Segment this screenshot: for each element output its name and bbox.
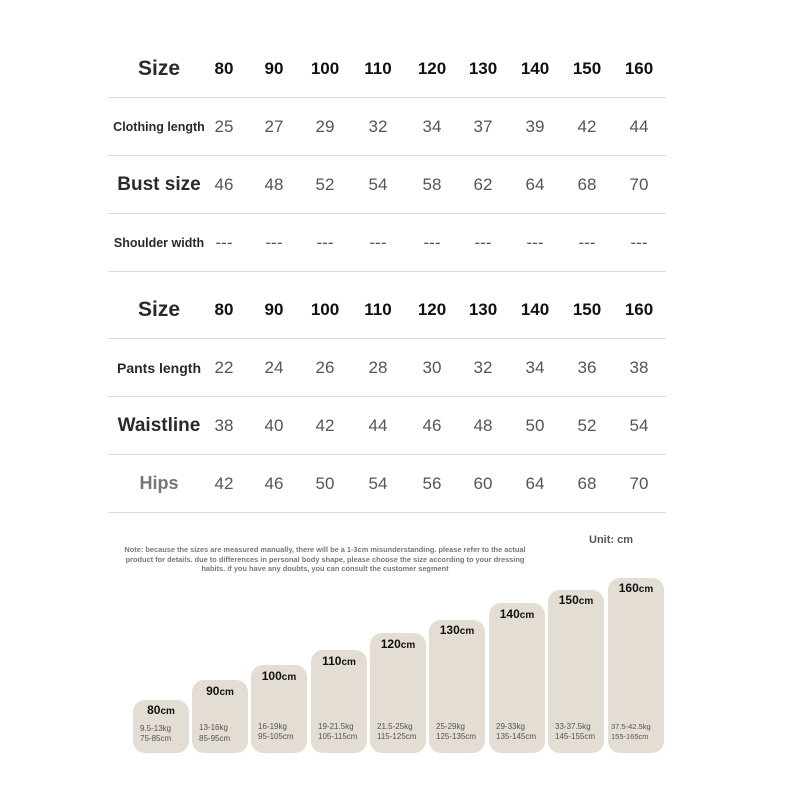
size-header-cell: 160 xyxy=(624,299,654,319)
pants-length-cell: 24 xyxy=(264,357,284,377)
waistline-cell: 46 xyxy=(422,415,442,435)
size-guide-weight: 29-33kg xyxy=(496,722,525,731)
size-guide-height: 135-145cm xyxy=(496,732,537,741)
clothing-length-cell: 29 xyxy=(315,116,335,136)
bust-size-cell: 52 xyxy=(315,174,335,194)
size-header-cell: 110 xyxy=(364,58,392,78)
size-guide-weight: 13-16kg xyxy=(199,723,228,732)
hips-cell: 54 xyxy=(368,473,388,493)
waistline-cell: 38 xyxy=(214,415,234,435)
bust-size-cell: 70 xyxy=(629,174,649,194)
size-guide-height: 105-115cm xyxy=(318,732,358,741)
size-header-cell: 130 xyxy=(468,299,498,319)
shoulder-width-cell: --- xyxy=(369,232,387,252)
size-header-cell: 140 xyxy=(520,58,550,78)
size-guide-bar xyxy=(370,633,426,753)
size-guide-bar xyxy=(608,578,664,753)
shoulder-width-cell: --- xyxy=(578,232,596,252)
size-guide-height: 125-135cm xyxy=(436,732,477,741)
shoulder-width-cell: --- xyxy=(423,232,441,252)
size-guide-size: 150cm xyxy=(558,593,594,607)
shoulder-width-cell: --- xyxy=(265,232,283,252)
bust-size-label: Bust size xyxy=(117,173,201,195)
waistline-cell: 50 xyxy=(525,415,545,435)
bust-size-cell: 62 xyxy=(473,174,493,194)
size-guide-weight: 33-37.5kg xyxy=(555,722,591,731)
bust-size-row xyxy=(108,156,666,214)
pants-length-cell: 28 xyxy=(368,357,388,377)
size-guide-bar xyxy=(133,700,189,753)
size-guide-size: 80cm xyxy=(147,703,175,717)
pants-size-table xyxy=(108,281,666,513)
waistline-cell: 54 xyxy=(629,415,649,435)
clothing-length-cell: 44 xyxy=(629,116,649,136)
size-guide-weight: 21.5-25kg xyxy=(377,722,413,731)
clothing-length-cell: 27 xyxy=(264,116,284,136)
unit-label: Unit: cm xyxy=(589,533,633,546)
shoulder-width-cell: --- xyxy=(630,232,648,252)
size-guide-height: 155-165cm xyxy=(611,732,649,741)
waistline-row xyxy=(108,397,666,455)
size-guide-bar xyxy=(489,603,545,753)
size-guide-height: 85-95cm xyxy=(199,734,231,743)
waistline-cell: 42 xyxy=(315,415,335,435)
waistline-cell: 44 xyxy=(368,415,388,435)
size-header-cell: 150 xyxy=(572,58,602,78)
size-guide-weight: 37.5-42.5kg xyxy=(611,722,651,731)
pants-length-cell: 32 xyxy=(473,357,493,377)
size-guide-size: 100cm xyxy=(261,669,297,683)
size-guide-size: 130cm xyxy=(439,623,475,637)
hips-cell: 60 xyxy=(473,473,493,493)
clothing-length-cell: 32 xyxy=(368,116,388,136)
size-header-cell: 150 xyxy=(572,299,602,319)
size-guide-size: 160cm xyxy=(618,581,654,595)
size-header-cell: 80 xyxy=(214,299,234,319)
shoulder-width-row xyxy=(108,214,666,272)
bust-size-cell: 58 xyxy=(422,174,442,194)
measurement-note: Note: because the sizes are measured manually, there will be a 1-3cm misunderstanding. please refer to the actual product for details. due to differences in personal body shape, please choose the size according to your dressing habits. if you have any doubts, you can consult the customer segment xyxy=(124,545,526,574)
hips-row xyxy=(108,455,666,513)
size-guide-height: 95-105cm xyxy=(258,732,294,741)
tops-header-row xyxy=(108,40,666,98)
size-guide-bar xyxy=(251,665,307,753)
pants-length-label: Pants length xyxy=(116,359,201,376)
bust-size-cell: 48 xyxy=(264,174,284,194)
tops-size-table xyxy=(108,40,666,272)
size-header-label: Size xyxy=(137,297,181,321)
size-guide-height: 115-125cm xyxy=(377,732,417,741)
size-guide-size: 110cm xyxy=(322,654,356,668)
hips-label: Hips xyxy=(139,473,179,493)
waistline-cell: 52 xyxy=(577,415,597,435)
clothing-length-row xyxy=(108,98,666,156)
size-guide-weight: 16-19kg xyxy=(258,722,287,731)
pants-length-row xyxy=(108,339,666,397)
size-guide-size: 120cm xyxy=(380,637,416,651)
size-header-cell: 80 xyxy=(214,58,234,78)
bust-size-cell: 68 xyxy=(577,174,597,194)
pants-length-cell: 26 xyxy=(315,357,335,377)
shoulder-width-cell: --- xyxy=(526,232,544,252)
clothing-length-cell: 42 xyxy=(577,116,597,136)
size-header-cell: 90 xyxy=(264,58,284,78)
size-header-cell: 130 xyxy=(468,58,498,78)
size-header-label: Size xyxy=(137,56,181,80)
bust-size-cell: 46 xyxy=(214,174,234,194)
bust-size-cell: 54 xyxy=(368,174,388,194)
size-header-cell: 140 xyxy=(520,299,550,319)
size-guide-size: 90cm xyxy=(206,684,234,698)
shoulder-width-label: Shoulder width xyxy=(113,235,205,250)
size-header-cell: 160 xyxy=(624,58,654,78)
hips-cell: 42 xyxy=(214,473,234,493)
pants-header-row xyxy=(108,281,666,339)
clothing-length-cell: 37 xyxy=(473,116,493,136)
size-guide-bar xyxy=(548,590,604,753)
clothing-length-cell: 39 xyxy=(525,116,545,136)
size-header-cell: 120 xyxy=(417,58,447,78)
size-header-cell: 110 xyxy=(364,299,392,319)
size-header-cell: 100 xyxy=(310,299,340,319)
size-guide-height: 145-155cm xyxy=(555,732,596,741)
hips-cell: 68 xyxy=(577,473,597,493)
shoulder-width-cell: --- xyxy=(474,232,492,252)
hips-cell: 46 xyxy=(264,473,284,493)
clothing-length-cell: 34 xyxy=(422,116,442,136)
waistline-cell: 40 xyxy=(264,415,284,435)
size-header-cell: 90 xyxy=(264,299,284,319)
size-guide-size: 140cm xyxy=(499,607,535,621)
pants-length-cell: 34 xyxy=(525,357,545,377)
hips-cell: 70 xyxy=(629,473,649,493)
pants-length-cell: 36 xyxy=(577,357,597,377)
waistline-cell: 48 xyxy=(473,415,493,435)
shoulder-width-cell: --- xyxy=(316,232,334,252)
pants-length-cell: 38 xyxy=(629,357,649,377)
waistline-label: Waistline xyxy=(117,414,201,436)
size-guide-weight: 25-29kg xyxy=(436,722,465,731)
hips-cell: 50 xyxy=(315,473,335,493)
clothing-length-cell: 25 xyxy=(214,116,234,136)
hips-cell: 56 xyxy=(422,473,442,493)
size-guide-bar xyxy=(311,650,367,753)
clothing-length-label: Clothing length xyxy=(113,119,205,134)
hips-cell: 64 xyxy=(525,473,545,493)
size-header-cell: 120 xyxy=(417,299,447,319)
size-guide-weight: 9.5-13kg xyxy=(140,724,172,733)
pants-length-cell: 22 xyxy=(214,357,234,377)
size-header-cell: 100 xyxy=(310,58,340,78)
pants-length-cell: 30 xyxy=(422,357,442,377)
shoulder-width-cell: --- xyxy=(215,232,233,252)
bust-size-cell: 64 xyxy=(525,174,545,194)
size-guide-bar xyxy=(192,680,248,753)
size-guide-weight: 19-21.5kg xyxy=(318,722,354,731)
size-guide-height: 75-85cm xyxy=(140,734,172,743)
size-guide-bar xyxy=(429,620,485,753)
